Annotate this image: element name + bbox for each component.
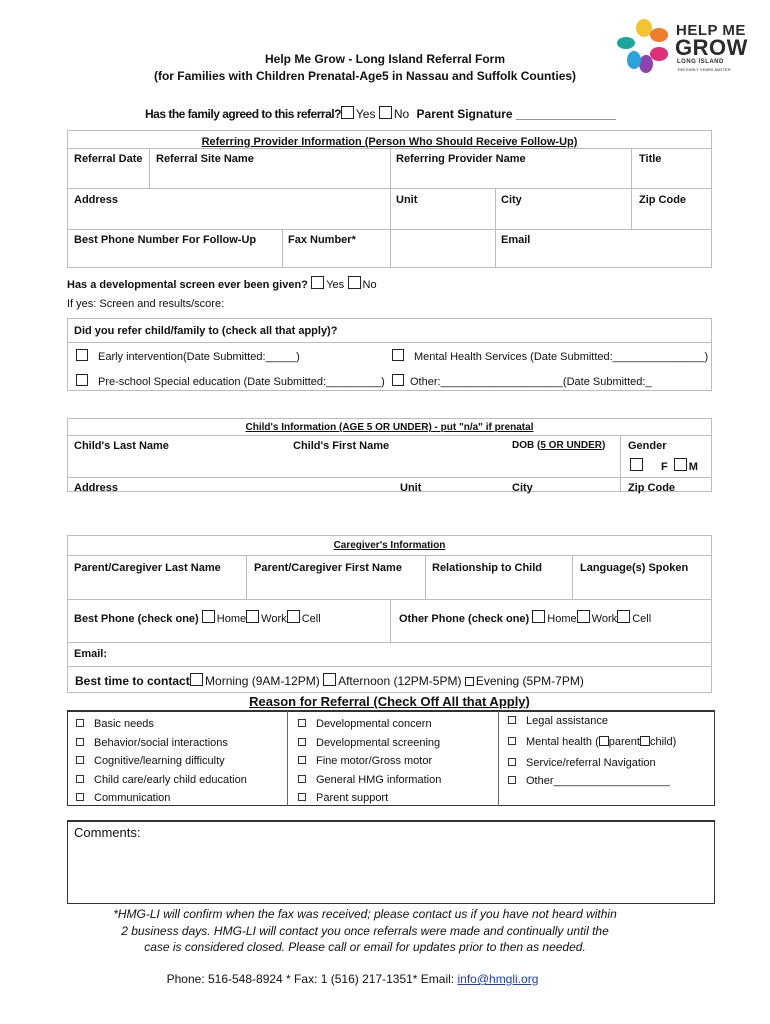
child-city-label: City: [512, 482, 533, 494]
gender-options: [630, 458, 698, 473]
comments-label: Comments:: [74, 825, 141, 840]
reason-item[interactable]: [298, 771, 441, 790]
reason-label: Fine motor/Gross motor: [316, 755, 433, 767]
reason-item[interactable]: [76, 789, 247, 808]
reason-label: Developmental concern: [316, 718, 432, 730]
reason-item[interactable]: [298, 734, 441, 753]
reason-checkbox[interactable]: [508, 737, 516, 745]
child-unit-label: Unit: [400, 482, 422, 494]
caregiver-best-phone-label: Best Phone (check one): [74, 613, 199, 625]
referral-site-label: Referral Site Name: [156, 153, 254, 165]
afternoon-checkbox[interactable]: [323, 673, 336, 686]
best-phone-cell-checkbox[interactable]: [287, 610, 300, 623]
reason-item[interactable]: [298, 715, 441, 734]
early-intervention-label: Early intervention(Date Submitted:_____): [98, 351, 300, 363]
other-service-label: Other:____________________(Date Submitted:_: [410, 376, 652, 388]
mh-child-label: child): [649, 736, 677, 748]
agree-yes-checkbox[interactable]: [341, 106, 354, 119]
reason-label: Other___________________: [526, 775, 670, 787]
dev-screen-question: Has a developmental screen ever been given?: [67, 279, 308, 291]
child-last-name-label: Child's Last Name: [74, 440, 169, 452]
reason-checkbox[interactable]: [298, 775, 306, 783]
flower-logo-icon: [614, 18, 674, 74]
other-phone-work-label: Work: [591, 613, 618, 625]
reason-item[interactable]: [298, 752, 441, 771]
refer-question: Did you refer child/family to (check all that apply)?: [74, 325, 338, 337]
reason-item-legal[interactable]: [508, 715, 676, 736]
reason-checkbox[interactable]: [298, 719, 306, 727]
mental-health-row: [392, 349, 708, 363]
best-phone-label: Best Phone Number For Follow-Up: [74, 234, 257, 246]
preschool-label: Pre-school Special education (Date Submitted:_________): [98, 376, 385, 388]
best-phone-home-label: Home: [216, 613, 247, 625]
form-title: Help Me Grow - Long Island Referral Form: [264, 52, 506, 66]
reason-item[interactable]: [76, 771, 247, 790]
reason-checkbox[interactable]: [76, 719, 84, 727]
evening-label: Evening (5PM-7PM): [475, 674, 584, 688]
mental-health-checkbox[interactable]: [392, 349, 404, 361]
best-phone-home-checkbox[interactable]: [202, 610, 215, 623]
provider-zip-label: Zip Code: [639, 194, 687, 206]
reason-checkbox[interactable]: [298, 793, 306, 801]
child-section-title: Child's Information (AGE 5 OR UNDER) - put "n/a" if prenatal: [245, 422, 534, 433]
preschool-checkbox[interactable]: [76, 374, 88, 386]
provider-title-label: Title: [639, 153, 662, 165]
form-subtitle: (for Families with Children Prenatal-Age5 in Nassau and Suffolk Counties): [153, 69, 577, 83]
gender-m-label: M: [688, 461, 698, 473]
reason-item[interactable]: [298, 789, 441, 808]
dob-suffix: ): [602, 440, 606, 451]
best-phone-work-checkbox[interactable]: [246, 610, 259, 623]
reason-col-3: [508, 715, 676, 793]
child-first-name-label: Child's First Name: [293, 440, 390, 452]
relationship-label: Relationship to Child: [432, 562, 542, 574]
dev-screen-yes-checkbox[interactable]: [311, 276, 324, 289]
provider-name-label: Referring Provider Name: [396, 153, 526, 165]
other-phone-work-checkbox[interactable]: [577, 610, 590, 623]
gender-f-checkbox[interactable]: [630, 458, 643, 471]
best-phone-row: [74, 610, 321, 625]
reason-label: Child care/early child education: [94, 773, 247, 786]
reason-checkbox[interactable]: [508, 776, 516, 784]
agree-no-label: No: [393, 107, 410, 121]
mh-parent-checkbox[interactable]: [599, 736, 609, 746]
other-phone-home-label: Home: [547, 613, 577, 625]
provider-email-label: Email: [501, 234, 531, 246]
preschool-row: [76, 374, 385, 388]
best-time-row: [75, 673, 584, 688]
reason-checkbox[interactable]: [298, 738, 306, 746]
morning-checkbox[interactable]: [190, 673, 203, 686]
reason-label: Service/referral Navigation: [526, 757, 656, 769]
best-time-label: Best time to contact: [75, 674, 190, 688]
mh-prefix: Mental health (: [526, 736, 599, 748]
logo-text-help-me: HELP ME: [676, 22, 746, 39]
logo-tagline: THE EARLY YEARS MATTER: [677, 67, 731, 72]
comments-box[interactable]: [67, 821, 715, 904]
reason-col-2: [298, 715, 441, 808]
dev-screen-yes-label: Yes: [326, 279, 345, 291]
footer-contact: [0, 972, 705, 986]
child-address-label: Address: [74, 482, 119, 494]
reason-checkbox[interactable]: [298, 756, 306, 764]
logo-text-long-island: LONG ISLAND: [677, 59, 724, 65]
best-phone-cell-label: Cell: [301, 613, 321, 625]
reason-checkbox[interactable]: [76, 775, 84, 783]
reason-item[interactable]: [76, 752, 247, 771]
reason-item-other[interactable]: [508, 775, 676, 793]
other-phone-cell-checkbox[interactable]: [617, 610, 630, 623]
reason-label: Basic needs: [94, 718, 154, 730]
caregiver-section-title: Caregiver's Information: [333, 540, 446, 551]
other-phone-row: [399, 610, 651, 625]
reason-checkbox[interactable]: [508, 758, 516, 766]
best-phone-work-label: Work: [261, 613, 287, 625]
footer-contact-text: Phone: 516-548-8924 * Fax: 1 (516) 217-1351* Email:: [166, 972, 458, 986]
reason-item-mental-health[interactable]: [508, 736, 676, 757]
other-phone-home-checkbox[interactable]: [532, 610, 545, 623]
other-service-row: [392, 374, 652, 388]
evening-checkbox[interactable]: [465, 677, 474, 686]
child-gender-label: Gender: [628, 440, 667, 452]
dev-screen-no-label: No: [362, 279, 377, 291]
gender-m-checkbox[interactable]: [674, 458, 687, 471]
footer-note-line3: case is considered closed. Please call or email for updates prior to then as needed.: [144, 940, 586, 954]
dev-screen-no-checkbox[interactable]: [348, 276, 361, 289]
provider-section-title: Referring Provider Information (Person Who Should Receive Follow-Up): [201, 136, 578, 148]
reason-section-title: Reason for Referral (Check Off All that Apply): [249, 694, 530, 709]
child-zip-label: Zip Code: [628, 482, 676, 494]
reason-label: Legal assistance: [526, 715, 608, 727]
reason-label: Parent support: [316, 792, 389, 804]
logo-text-grow: GROW: [675, 35, 748, 60]
afternoon-label: Afternoon (12PM-5PM): [338, 674, 462, 688]
reason-label: General HMG information: [316, 773, 442, 786]
caregiver-last-name-label: Parent/Caregiver Last Name: [74, 562, 221, 574]
gender-f-label: F: [661, 461, 668, 473]
child-dob-label: [512, 440, 605, 451]
caregiver-first-name-label: Parent/Caregiver First Name: [254, 562, 402, 574]
other-phone-cell-label: Cell: [632, 613, 652, 625]
reason-item[interactable]: [76, 715, 247, 734]
reason-checkbox[interactable]: [76, 738, 84, 746]
morning-label: Morning (9AM-12PM): [205, 674, 320, 688]
reason-col-1: [76, 715, 247, 808]
footer-note-line1: *HMG-LI will confirm when the fax was received; please contact us if you have not heard within: [113, 907, 617, 921]
provider-city-label: City: [501, 194, 522, 206]
reason-label: Behavior/social interactions: [94, 736, 228, 749]
mental-health-label: Mental Health Services (Date Submitted:_______________): [414, 351, 709, 363]
reason-label: Cognitive/learning difficulty: [94, 755, 225, 767]
dob-age-limit: 5 OR UNDER: [540, 440, 603, 451]
dev-screen-row: [67, 276, 377, 291]
reason-item-service[interactable]: [508, 757, 676, 775]
provider-unit-label: Unit: [396, 194, 418, 206]
footer-note-line2: 2 business days. HMG-LI will contact you once referrals were made and continually until the: [121, 924, 609, 938]
early-intervention-row: [76, 349, 300, 363]
reason-item[interactable]: [76, 734, 247, 753]
reason-checkbox[interactable]: [508, 716, 516, 724]
mh-child-checkbox[interactable]: [640, 736, 650, 746]
help-me-grow-logo: [614, 18, 759, 78]
fax-number-label: Fax Number*: [288, 234, 356, 246]
agree-no-checkbox[interactable]: [379, 106, 392, 119]
footer-email-link[interactable]: info@hmgli.org: [457, 972, 539, 986]
reason-label: Communication: [94, 792, 171, 804]
referral-date-label: Referral Date: [74, 153, 143, 165]
agree-yes-label: Yes: [355, 107, 376, 121]
caregiver-other-phone-label: Other Phone (check one): [399, 613, 530, 625]
provider-address-label: Address: [74, 194, 119, 206]
dob-prefix: DOB (: [512, 440, 541, 451]
other-service-checkbox[interactable]: [392, 374, 404, 386]
reason-checkbox[interactable]: [76, 756, 84, 764]
family-agreed-row: [145, 106, 616, 121]
caregiver-email-label: Email:: [74, 648, 108, 660]
family-agreed-question: Has the family agreed to this referral?: [145, 107, 341, 121]
language-label: Language(s) Spoken: [580, 562, 689, 574]
reason-label: Developmental screening: [316, 736, 441, 749]
mh-parent-label: parent: [608, 736, 640, 748]
screen-results-label: If yes: Screen and results/score:: [67, 298, 225, 310]
parent-signature-field[interactable]: Parent Signature _______________: [416, 107, 616, 121]
early-intervention-checkbox[interactable]: [76, 349, 88, 361]
reason-checkbox[interactable]: [76, 793, 84, 801]
